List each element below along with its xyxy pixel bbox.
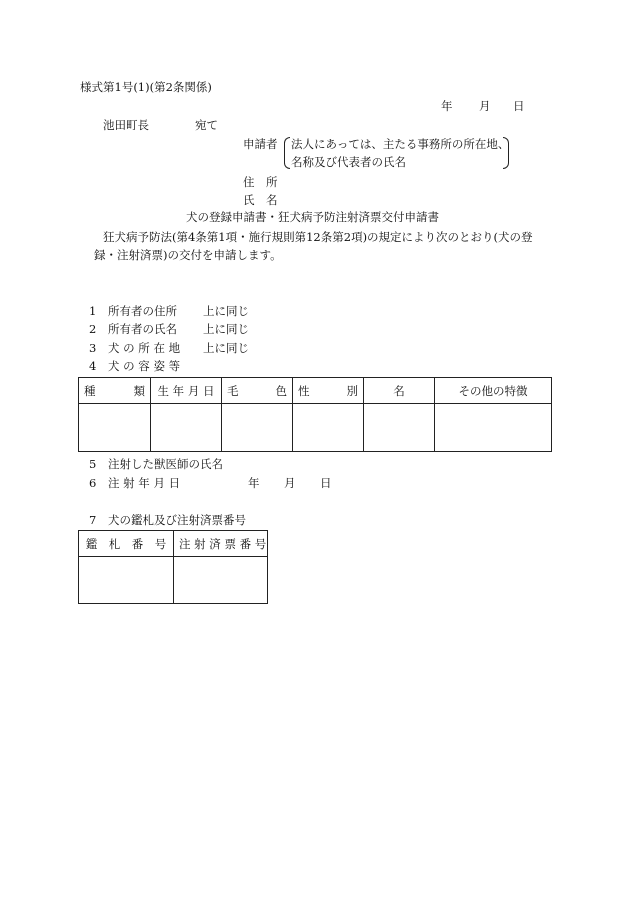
input-cell-name[interactable] [364,404,435,452]
bracket-right [503,137,509,169]
injection-day: 日 [320,476,332,490]
injection-year: 年 [248,476,260,490]
date-year: 年 [441,99,453,113]
header-text: その他の特徴 [458,383,528,398]
applicant-note-line2: 名称及び代表者の氏名 [291,155,406,169]
item-value: 上に同じ [203,322,249,336]
form-id: 様式第1号(1)(第2条関係) [80,80,212,94]
item-label: 注 射 年 月 日 [108,476,181,490]
header-text: 類 [133,383,145,398]
input-cell-sex[interactable] [293,404,364,452]
header-text: 注 射 済 票 番 号 [179,536,267,551]
item-value: 上に同じ [203,341,249,355]
header-cell-other-features [435,378,552,404]
input-cell-vaccine-tag-number[interactable] [174,557,268,604]
body-line-2: 録・注射済票)の交付を申請します。 [94,248,282,262]
addressee-name: 池田町長 [103,118,149,132]
header-text: 生 年 月 日 [157,383,215,398]
header-text: 名 [393,383,405,398]
tag-number-table [78,530,268,604]
date-month: 月 [479,99,491,113]
applicant-label: 申請者 [243,137,278,151]
item-value: 上に同じ [203,304,249,318]
date-day: 日 [513,99,525,113]
item-number: 5 [89,457,97,471]
item-number: 2 [89,322,97,336]
page-title: 犬の登録申請書・狂犬病予防注射済票交付申請書 [186,210,439,224]
dog-details-table [78,377,552,452]
item-label: 犬 の 所 在 地 [108,341,181,355]
input-cell-type[interactable] [79,404,151,452]
header-text: 性 [298,383,310,398]
header-text: 種 [84,383,96,398]
header-cell-tag-number [79,531,174,557]
injection-month: 月 [284,476,296,490]
item-label: 所有者の住所 [108,304,177,318]
header-text: 色 [275,383,287,398]
item-label: 犬の鑑札及び注射済票番号 [108,513,246,527]
item-number: 1 [89,304,97,318]
header-cell-birthdate [151,378,222,404]
header-cell-vaccine-tag-number [174,531,268,557]
header-text: 別 [346,383,358,398]
applicant-name-label: 氏 名 [243,193,278,207]
item-number: 6 [89,476,97,490]
table-header-row [79,378,552,404]
body-line-1: 狂犬病予防法(第4条第1項・施行規則第12条第2項)の規定により次のとおり(犬の登 [103,230,533,244]
applicant-address-label: 住 所 [243,175,278,189]
item-label: 注射した獣医師の氏名 [108,457,223,471]
item-label: 犬 の 容 姿 等 [108,359,181,373]
header-cell-sex [293,378,364,404]
header-cell-name [364,378,435,404]
table-row [79,404,552,452]
header-cell-type [79,378,151,404]
applicant-note-line1: 法人にあっては、主たる事務所の所在地、 [291,137,510,151]
bracket-left [284,137,290,169]
header-cell-coat-color [222,378,293,404]
addressee-suffix: 宛て [195,118,218,132]
item-number: 3 [89,341,97,355]
table-row [79,557,268,604]
item-number: 7 [89,513,97,527]
header-text: 毛 [227,383,239,398]
table-header-row [79,531,268,557]
item-label: 所有者の氏名 [108,322,177,336]
input-cell-other-features[interactable] [435,404,552,452]
item-number: 4 [89,359,97,373]
header-text: 鑑 札 番 号 [85,536,167,551]
input-cell-tag-number[interactable] [79,557,174,604]
input-cell-coat-color[interactable] [222,404,293,452]
input-cell-birthdate[interactable] [151,404,222,452]
